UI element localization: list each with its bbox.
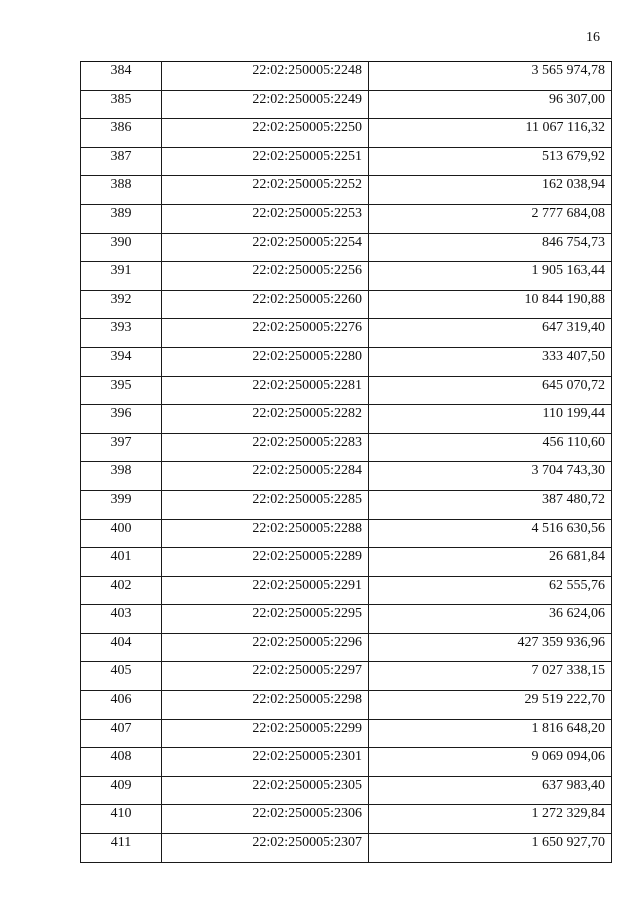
cadastral-value-cell: 162 038,94: [369, 176, 612, 205]
table-row: [81, 290, 612, 319]
table-row: [81, 119, 612, 148]
cadastral-number-cell: 22:02:250005:2306: [162, 805, 369, 834]
table-row: [81, 204, 612, 233]
cadastral-value-cell: 647 319,40: [369, 319, 612, 348]
table-row: [81, 834, 612, 863]
cadastral-number-cell: 22:02:250005:2248: [162, 62, 369, 91]
cadastral-value-cell: 1 816 648,20: [369, 719, 612, 748]
row-number-cell: 400: [81, 519, 162, 548]
row-number-cell: 401: [81, 548, 162, 577]
row-number-cell: 411: [81, 834, 162, 863]
table-row: [81, 548, 612, 577]
cadastral-number-cell: 22:02:250005:2276: [162, 319, 369, 348]
cadastral-number-cell: 22:02:250005:2297: [162, 662, 369, 691]
table-row: [81, 805, 612, 834]
table-row: [81, 776, 612, 805]
row-number-cell: 408: [81, 748, 162, 777]
row-number-cell: 394: [81, 347, 162, 376]
row-number-cell: 405: [81, 662, 162, 691]
row-number-cell: 397: [81, 433, 162, 462]
cadastral-value-cell: 7 027 338,15: [369, 662, 612, 691]
cadastral-number-cell: 22:02:250005:2254: [162, 233, 369, 262]
cadastral-number-cell: 22:02:250005:2260: [162, 290, 369, 319]
cadastral-number-cell: 22:02:250005:2291: [162, 576, 369, 605]
cadastral-number-cell: 22:02:250005:2289: [162, 548, 369, 577]
table-row: [81, 719, 612, 748]
cadastral-number-cell: 22:02:250005:2252: [162, 176, 369, 205]
row-number-cell: 402: [81, 576, 162, 605]
row-number-cell: 404: [81, 633, 162, 662]
row-number-cell: 390: [81, 233, 162, 262]
cadastral-value-cell: 1 905 163,44: [369, 262, 612, 291]
cadastral-value-cell: 3 704 743,30: [369, 462, 612, 491]
page-number: 16: [586, 30, 600, 45]
row-number-cell: 385: [81, 90, 162, 119]
row-number-cell: 391: [81, 262, 162, 291]
cadastral-number-cell: 22:02:250005:2281: [162, 376, 369, 405]
row-number-cell: 386: [81, 119, 162, 148]
cadastral-number-cell: 22:02:250005:2305: [162, 776, 369, 805]
cadastral-value-cell: 29 519 222,70: [369, 691, 612, 720]
cadastral-value-cell: 846 754,73: [369, 233, 612, 262]
cadastral-number-cell: 22:02:250005:2284: [162, 462, 369, 491]
cadastral-value-cell: 9 069 094,06: [369, 748, 612, 777]
row-number-cell: 407: [81, 719, 162, 748]
table-row: [81, 319, 612, 348]
row-number-cell: 395: [81, 376, 162, 405]
cadastral-value-cell: 456 110,60: [369, 433, 612, 462]
row-number-cell: 388: [81, 176, 162, 205]
table-row: [81, 90, 612, 119]
cadastral-value-cell: 645 070,72: [369, 376, 612, 405]
cadastral-value-cell: 26 681,84: [369, 548, 612, 577]
cadastral-value-cell: 62 555,76: [369, 576, 612, 605]
cadastral-value-cell: 3 565 974,78: [369, 62, 612, 91]
row-number-cell: 396: [81, 405, 162, 434]
cadastral-value-cell: 96 307,00: [369, 90, 612, 119]
cadastral-value-cell: 4 516 630,56: [369, 519, 612, 548]
cadastral-value-cell: 2 777 684,08: [369, 204, 612, 233]
cadastral-number-cell: 22:02:250005:2282: [162, 405, 369, 434]
row-number-cell: 393: [81, 319, 162, 348]
cadastral-number-cell: 22:02:250005:2307: [162, 834, 369, 863]
cadastral-value-cell: 110 199,44: [369, 405, 612, 434]
table-row: [81, 233, 612, 262]
cadastral-value-cell: 11 067 116,32: [369, 119, 612, 148]
cadastral-number-cell: 22:02:250005:2283: [162, 433, 369, 462]
table-row: [81, 748, 612, 777]
row-number-cell: 392: [81, 290, 162, 319]
cadastral-value-cell: 387 480,72: [369, 490, 612, 519]
table-row: [81, 490, 612, 519]
cadastral-number-cell: 22:02:250005:2251: [162, 147, 369, 176]
cadastral-number-cell: 22:02:250005:2249: [162, 90, 369, 119]
row-number-cell: 389: [81, 204, 162, 233]
row-number-cell: 410: [81, 805, 162, 834]
cadastral-value-cell: 10 844 190,88: [369, 290, 612, 319]
table-row: [81, 519, 612, 548]
cadastral-number-cell: 22:02:250005:2299: [162, 719, 369, 748]
cadastral-value-cell: 513 679,92: [369, 147, 612, 176]
cadastral-number-cell: 22:02:250005:2250: [162, 119, 369, 148]
cadastral-number-cell: 22:02:250005:2280: [162, 347, 369, 376]
cadastral-number-cell: 22:02:250005:2295: [162, 605, 369, 634]
row-number-cell: 384: [81, 62, 162, 91]
cadastral-value-cell: 427 359 936,96: [369, 633, 612, 662]
table-body: [81, 62, 612, 863]
cadastral-value-cell: 637 983,40: [369, 776, 612, 805]
table-row: [81, 462, 612, 491]
cadastral-number-cell: 22:02:250005:2285: [162, 490, 369, 519]
table-row: [81, 262, 612, 291]
row-number-cell: 406: [81, 691, 162, 720]
table-row: [81, 662, 612, 691]
cadastral-number-cell: 22:02:250005:2253: [162, 204, 369, 233]
cadastral-value-table: [80, 61, 612, 863]
table-row: [81, 405, 612, 434]
cadastral-number-cell: 22:02:250005:2256: [162, 262, 369, 291]
cadastral-number-cell: 22:02:250005:2296: [162, 633, 369, 662]
table-row: [81, 376, 612, 405]
table-row: [81, 691, 612, 720]
cadastral-value-cell: 333 407,50: [369, 347, 612, 376]
row-number-cell: 387: [81, 147, 162, 176]
table-row: [81, 176, 612, 205]
row-number-cell: 409: [81, 776, 162, 805]
table-row: [81, 147, 612, 176]
cadastral-number-cell: 22:02:250005:2298: [162, 691, 369, 720]
cadastral-number-cell: 22:02:250005:2301: [162, 748, 369, 777]
table-row: [81, 433, 612, 462]
row-number-cell: 403: [81, 605, 162, 634]
cadastral-value-cell: 1 650 927,70: [369, 834, 612, 863]
cadastral-number-cell: 22:02:250005:2288: [162, 519, 369, 548]
table-row: [81, 605, 612, 634]
cadastral-value-cell: 1 272 329,84: [369, 805, 612, 834]
row-number-cell: 399: [81, 490, 162, 519]
table-row: [81, 347, 612, 376]
cadastral-value-cell: 36 624,06: [369, 605, 612, 634]
table-row: [81, 62, 612, 91]
table-row: [81, 633, 612, 662]
row-number-cell: 398: [81, 462, 162, 491]
table-row: [81, 576, 612, 605]
